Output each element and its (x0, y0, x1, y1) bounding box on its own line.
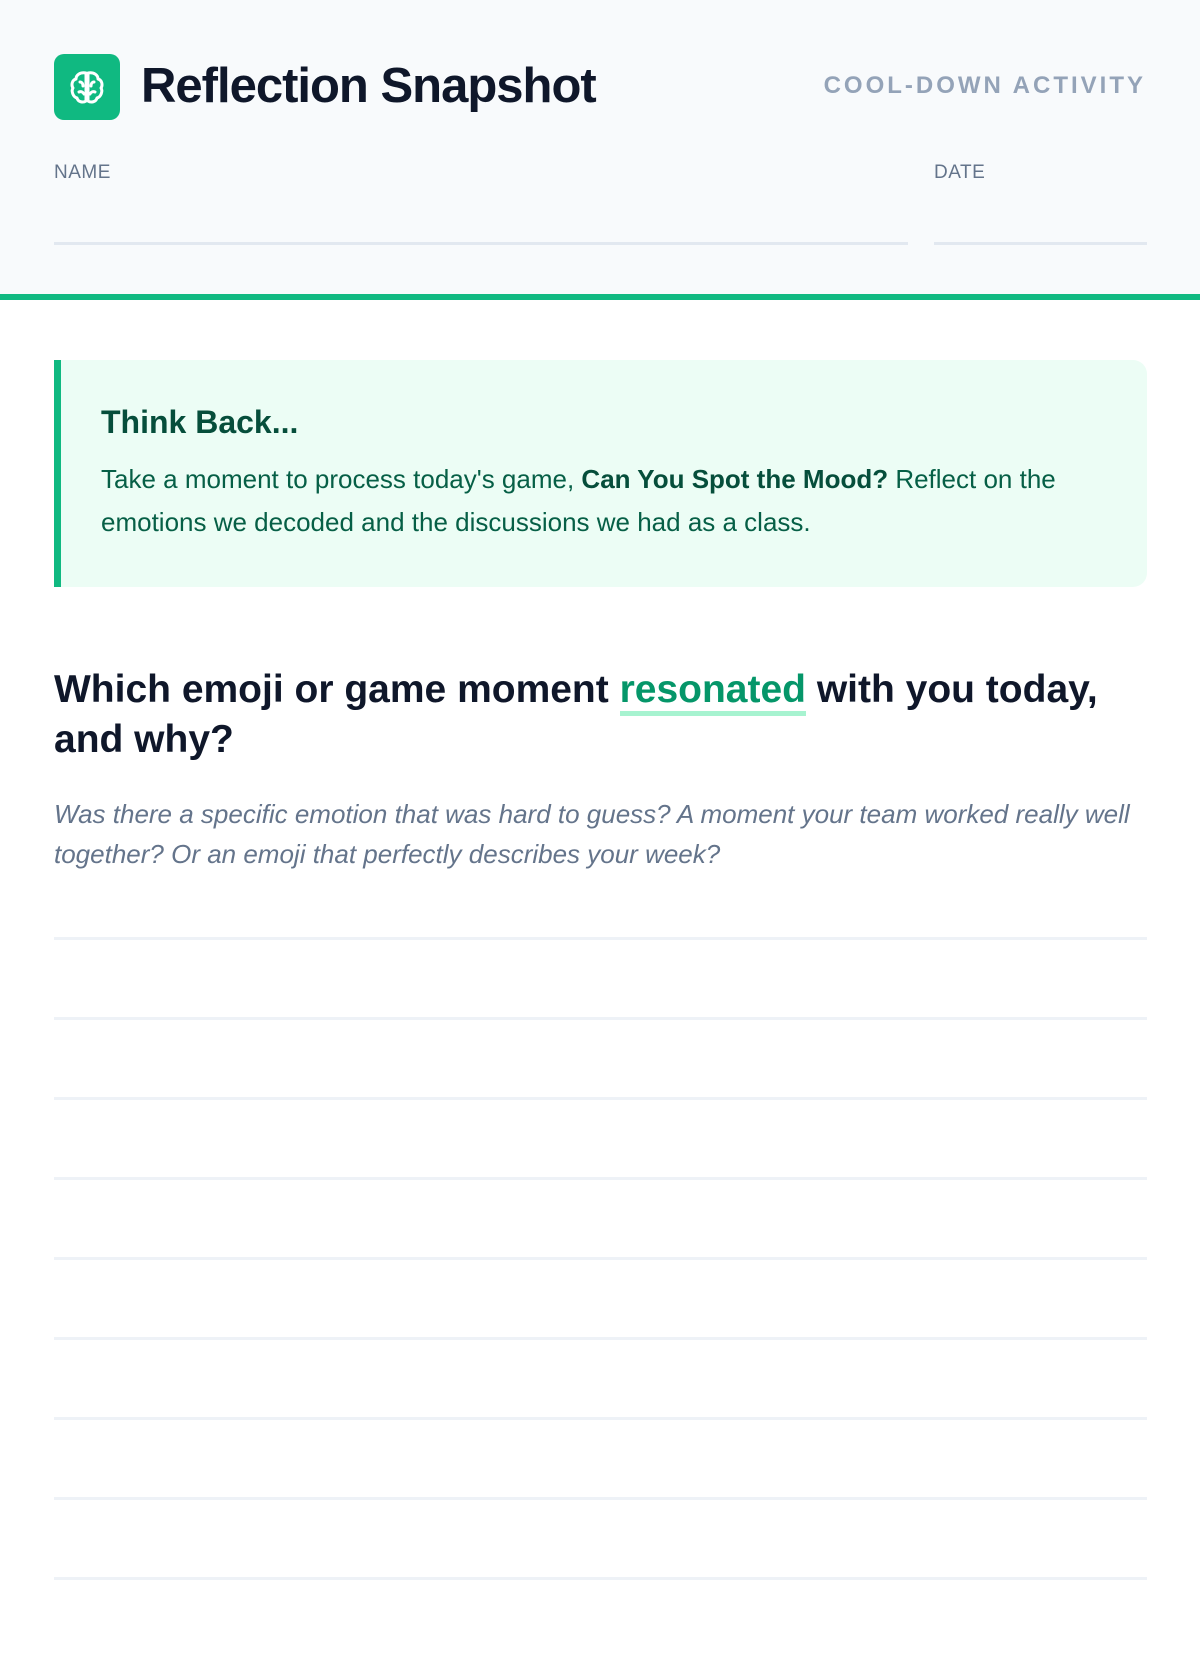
brain-icon (54, 54, 120, 120)
date-field[interactable] (934, 242, 1147, 245)
date-label: DATE (934, 162, 986, 183)
think-back-callout (54, 360, 1147, 587)
writing-line[interactable] (54, 1097, 1147, 1177)
callout-text-after: Reflect on the emotions we decoded and the discussions we had as a class. (101, 464, 1056, 537)
writing-line[interactable] (54, 1577, 1147, 1657)
writing-line[interactable] (54, 1497, 1147, 1577)
question-highlight: resonated (620, 668, 806, 716)
answer-area[interactable] (54, 937, 1147, 1657)
writing-line[interactable] (54, 937, 1147, 1017)
question-hint: Was there a specific emotion that was hard to guess? A moment your team worked really well together? Or an emoji that perfectly describes your week? (54, 799, 1130, 869)
reflection-question (54, 665, 1154, 765)
callout-text (101, 458, 1087, 544)
name-field[interactable] (54, 242, 908, 245)
writing-line[interactable] (54, 1417, 1147, 1497)
writing-line[interactable] (54, 1017, 1147, 1097)
page-title: Reflection Snapshot (141, 59, 596, 113)
callout-title: Think Back... (101, 404, 299, 440)
question-text-before: Which emoji or game moment (54, 668, 620, 711)
writing-line[interactable] (54, 1177, 1147, 1257)
writing-line[interactable] (54, 1337, 1147, 1417)
activity-tag: COOL-DOWN ACTIVITY (823, 72, 1146, 99)
callout-text-before: Take a moment to process today's game, (101, 464, 582, 494)
game-name: Can You Spot the Mood? (581, 464, 889, 494)
question-text-after: with you today, and why? (54, 668, 1098, 761)
writing-line[interactable] (54, 1257, 1147, 1337)
worksheet-header (0, 0, 1200, 300)
name-label: NAME (54, 162, 111, 183)
